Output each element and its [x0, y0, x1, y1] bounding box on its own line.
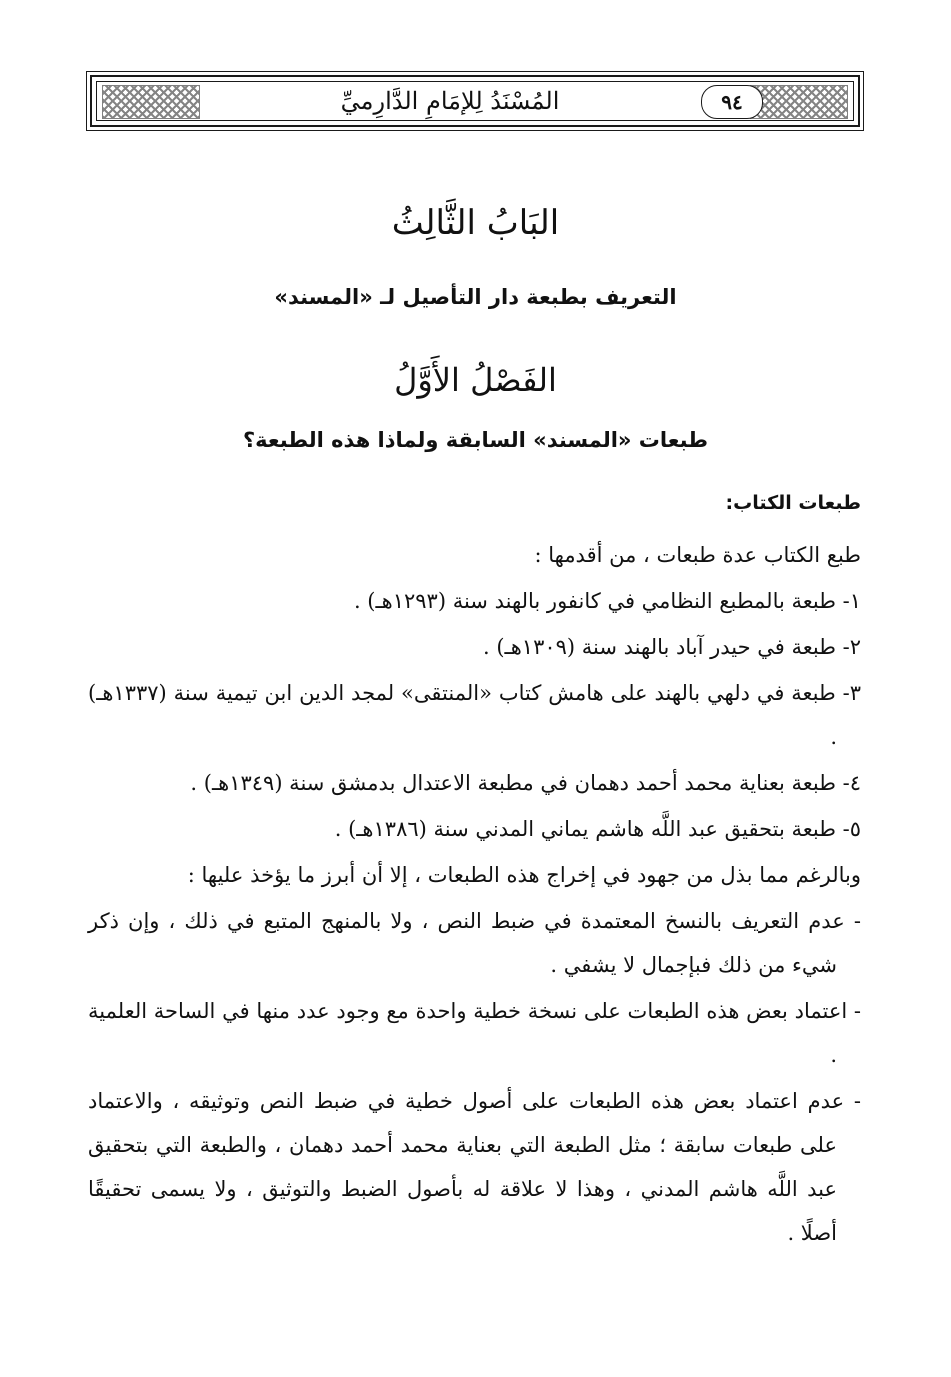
- section-title: الفَصْلُ الأَوَّلُ: [394, 361, 557, 399]
- body-text: [88, 485, 861, 1257]
- critique-item: - اعتماد بعض هذه الطبعات على نسخة خطية واحدة مع وجود عدد منها في الساحة العلمية .: [88, 999, 861, 1067]
- section-subtitle: طبعات «المسند» السابقة ولماذا هذه الطبعة؟: [242, 428, 709, 452]
- edition-item: ١- طبعة بالمطبع النظامي في كانفور بالهند سنة (١٢٩٣هـ) .: [353, 589, 861, 613]
- edition-item: ٣- طبعة في دلهي بالهند على هامش كتاب «المنتقى» لمجد الدين ابن تيمية سنة (١٣٣٧هـ) .: [88, 681, 861, 749]
- ornament-left-icon: [102, 85, 200, 119]
- editions-intro: طبع الكتاب عدة طبعات ، من أقدمها :: [534, 543, 861, 567]
- critique-intro: وبالرغم مما بذل من جهود في إخراج هذه الطبعات ، إلا أن أبرز ما يؤخذ عليها :: [187, 863, 861, 887]
- chapter-title: البَابُ الثَّالِثُ: [391, 203, 560, 243]
- chapter-subtitle: التعريف بطبعة دار التأصيل لـ «المسند»: [274, 285, 677, 309]
- critique-item: - عدم اعتماد بعض هذه الطبعات على أصول خطية في ضبط النص وتوثيقه ، والاعتماد على طبعات سابقة ؛ مثل الطبعة التي بعناية محمد أحمد دهمان ، والطبعة التي بتحقيق عبد اللَّه هاشم المدني ، وهذا لا علاقة له بأصول الضبط والتوثيق ، ولا يسمى تحقيقًا أصلًا .: [88, 1089, 861, 1245]
- ornament-right-icon: [750, 85, 848, 119]
- critique-item: - عدم التعريف بالنسخ المعتمدة في ضبط النص ، ولا بالمنهج المتبع في ذلك ، وإن ذكر شيء من ذلك فبإجمال لا يشفي .: [88, 909, 861, 977]
- edition-item: ٥- طبعة بتحقيق عبد اللَّه هاشم يماني المدني سنة (١٣٨٦هـ) .: [334, 817, 861, 841]
- edition-item: ٢- طبعة في حيدر آباد بالهند سنة (١٣٠٩هـ) .: [483, 635, 861, 659]
- running-title: المُسْنَدُ لِلإمَامِ الدَّارِميِّ: [340, 87, 560, 115]
- editions-subheading: طبعات الكتاب:: [725, 492, 861, 514]
- running-header: [90, 75, 860, 127]
- edition-item: ٤- طبعة بعناية محمد أحمد دهمان في مطبعة الاعتدال بدمشق سنة (١٣٤٩هـ) .: [190, 771, 861, 795]
- page-number: ٩٤: [701, 85, 763, 119]
